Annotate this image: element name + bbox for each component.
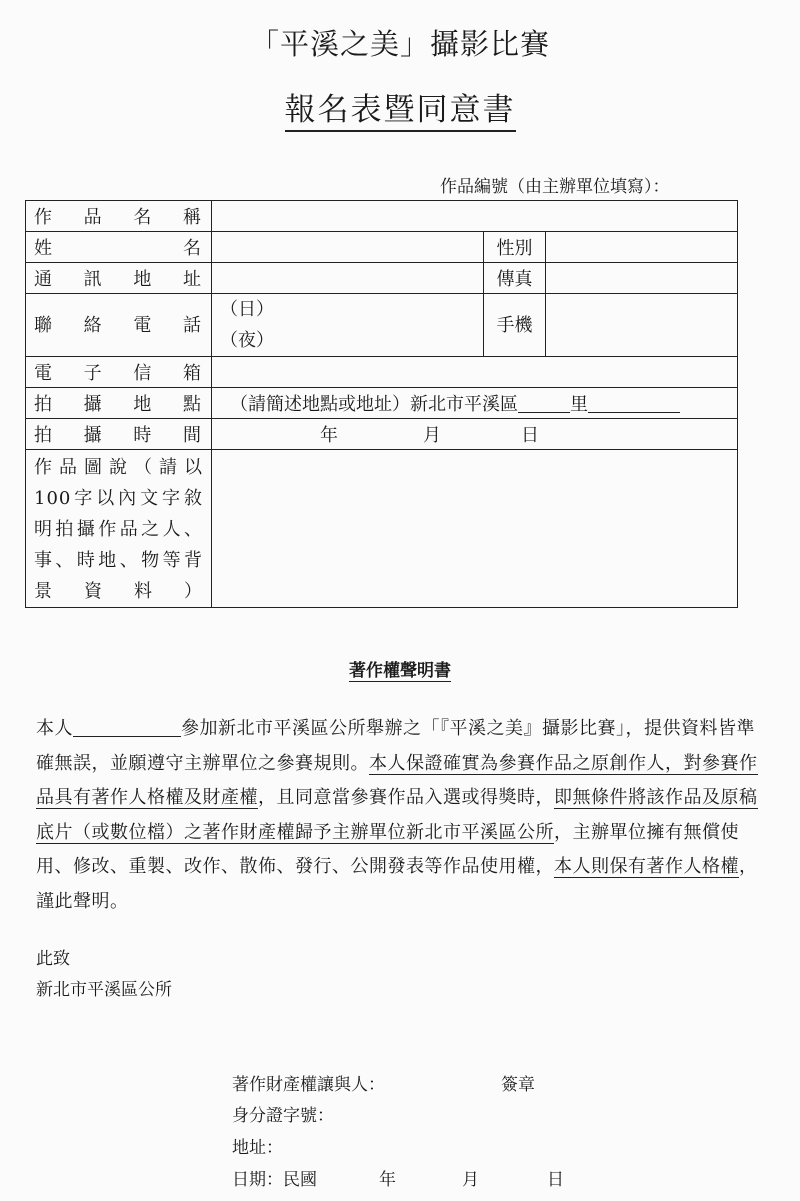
decl-p2: 參加新北市平溪區公所舉辦之「『平溪之美』攝影比賽」，提供資料皆準確無誤，並願遵守主辦單位之參賽規則。 (36, 718, 755, 774)
label-name: 姓名 (26, 232, 212, 263)
work-number-label: 作品編號（由主辦單位填寫）： (440, 177, 670, 197)
row-time (26, 419, 738, 450)
label-work-name: 作品名稱 (26, 201, 212, 232)
time-month: 月 (423, 425, 441, 446)
field-work-name[interactable] (212, 201, 738, 232)
label-mobile-text: 手機 (496, 314, 533, 336)
field-location[interactable] (212, 388, 738, 419)
date-year: 年 (379, 1170, 396, 1190)
form-title-text: 報名表暨同意書 (285, 92, 516, 132)
time-year: 年 (320, 425, 338, 446)
label-email: 電子信箱 (26, 357, 212, 388)
id-number-label: 身分證字號： (232, 1106, 334, 1126)
location-hint: （請簡述地點或地址）新北市平溪區 (230, 394, 518, 415)
registration-table (25, 200, 738, 608)
label-location: 拍攝地點 (26, 388, 212, 419)
district-blank[interactable] (518, 394, 570, 413)
phone-night: （夜） (220, 330, 274, 351)
label-phone (26, 294, 212, 357)
li-label: 里 (570, 394, 588, 415)
date-row (220, 421, 729, 447)
field-mobile[interactable] (546, 294, 738, 357)
closing-salutation: 此致 (36, 949, 70, 969)
label-caption: 作品圖說（請以100字以內文字敘明拍攝作品之人、事、時地、物等背景資料） (26, 450, 212, 608)
field-caption[interactable] (212, 450, 738, 608)
form-title (0, 84, 800, 129)
label-time: 拍攝時間 (26, 419, 212, 450)
field-email[interactable] (212, 357, 738, 388)
label-fax: 傳真 (484, 263, 546, 294)
row-email (26, 357, 738, 388)
label-mobile (484, 294, 546, 357)
row-location (26, 388, 738, 419)
signature-assignor-line (232, 1070, 535, 1095)
row-address (26, 263, 738, 294)
signature-date-line (232, 1165, 564, 1190)
field-fax[interactable] (546, 263, 738, 294)
label-gender: 性別 (484, 232, 546, 263)
field-time[interactable] (212, 419, 738, 450)
decl-p3: ，且同意當參賽作品入選或得獎時， (258, 787, 554, 808)
time-day: 日 (521, 425, 539, 446)
contest-title: 「平溪之美」攝影比賽 (249, 27, 550, 61)
decl-p5: ，謹此聲明。 (36, 856, 758, 912)
row-work-name (26, 201, 738, 232)
assignor-label: 著作財產權讓與人： (232, 1075, 385, 1095)
label-phone-text: 聯絡電話 (34, 314, 203, 336)
date-month: 月 (462, 1170, 479, 1190)
declaration-title-text: 著作權聲明書 (349, 661, 451, 681)
decl-p1: 本人 (36, 718, 73, 739)
declarant-name-blank[interactable] (73, 718, 181, 737)
decl-p4: ，主辦單位擁有無償使用、修改、重製、改作、散佈、發行、公開發表等作品使用權， (36, 821, 739, 877)
li-blank[interactable] (588, 394, 680, 413)
decl-u1: 本人保證確實為參賽作品之原創作人，對參賽作品具有著作人格權及財產權 (36, 752, 758, 808)
date-day: 日 (547, 1170, 564, 1190)
seal-label: 簽章 (501, 1075, 535, 1095)
phone-day: （日） (220, 299, 274, 320)
field-phone[interactable] (212, 294, 484, 357)
signature-address-label: 地址： (232, 1138, 283, 1158)
date-label: 日期：民國 (232, 1170, 317, 1190)
closing-recipient: 新北市平溪區公所 (36, 980, 172, 1000)
row-name (26, 232, 738, 263)
row-caption (26, 450, 738, 608)
field-name[interactable] (212, 232, 484, 263)
declaration-body (36, 712, 766, 919)
label-address: 通訊地址 (26, 263, 212, 294)
declaration-title (0, 656, 800, 681)
decl-u2: 即無條件將該作品及原稿底片（或數位檔）之著作財產權歸予主辦單位新北市平溪區公所 (36, 787, 758, 843)
decl-u3: 本人則保有著作人格權 (554, 856, 739, 877)
field-address[interactable] (212, 263, 484, 294)
row-phone (26, 294, 738, 357)
field-gender[interactable] (546, 232, 738, 263)
